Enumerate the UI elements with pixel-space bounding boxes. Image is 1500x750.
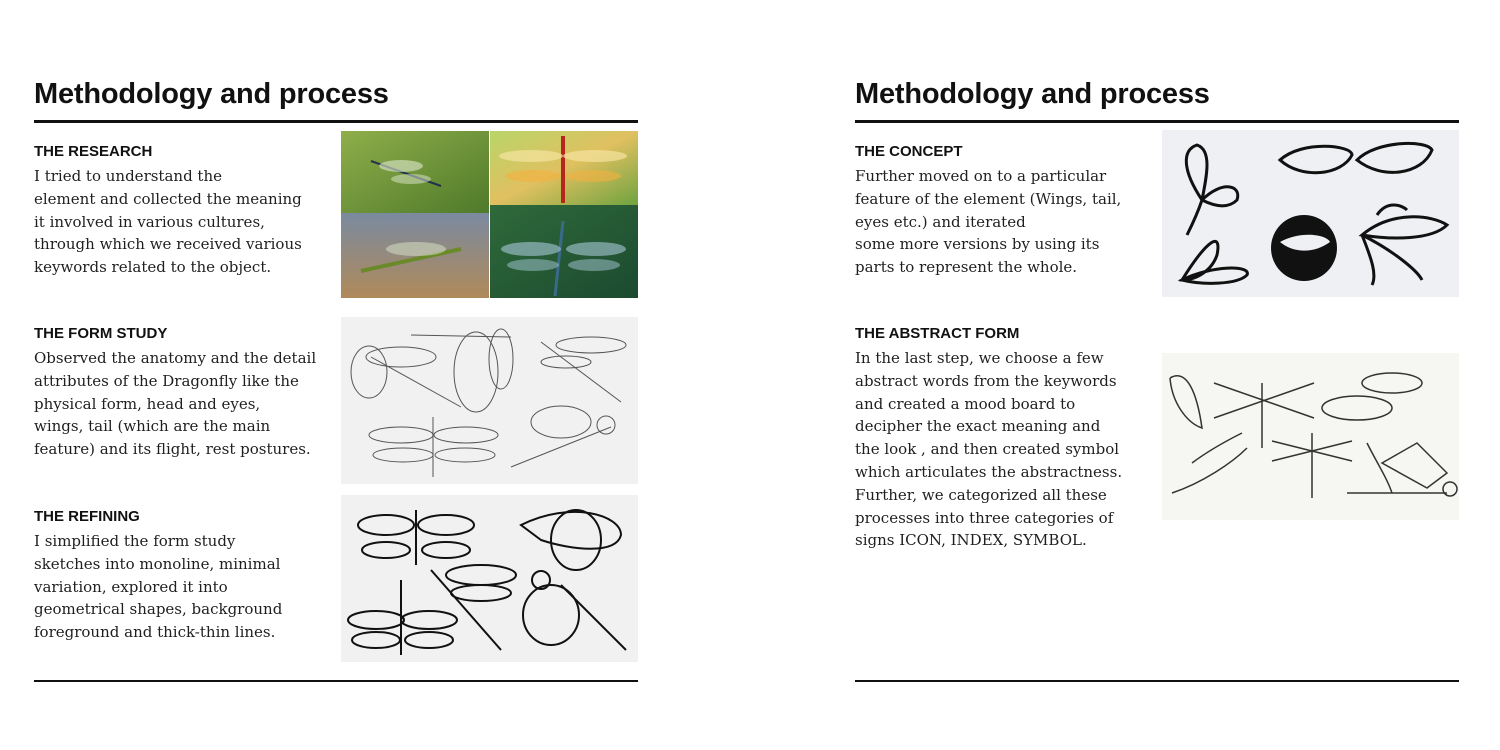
- page-title: Methodology and process: [34, 78, 389, 110]
- dragonfly-monoline-icon: [341, 495, 638, 662]
- section-research: [34, 143, 324, 279]
- left-page: [34, 0, 638, 750]
- dragonfly-wing-symbols-icon: [1162, 130, 1459, 297]
- footer-divider: [34, 680, 638, 682]
- section-heading: THE REFINING: [34, 508, 140, 525]
- section-body: I tried to understand the element and collected the meaning it involved in various cultures, through which we received various keywords related to the object.: [34, 167, 302, 277]
- page-title: Methodology and process: [855, 78, 1210, 110]
- footer-divider: [855, 680, 1459, 682]
- right-page: [855, 0, 1459, 750]
- section-body: In the last step, we choose a few abstract words from the keywords and created a mood board to decipher the exact meaning and the look , and then created symbol which articulates the abstractness. Further, we categorized all these processes into three categories of signs ICON, INDEX, SYMBOL.: [855, 349, 1123, 550]
- form-study-sketches: [341, 317, 638, 484]
- section-body: I simplified the form study sketches into monoline, minimal variation, explored it into geometrical shapes, background foreground and thick-thin lines.: [34, 532, 283, 642]
- section-heading: THE RESEARCH: [34, 143, 153, 160]
- refining-line-drawings: [341, 495, 638, 662]
- section-heading: THE CONCEPT: [855, 143, 963, 160]
- dragonfly-pencil-sketches-icon: [341, 317, 638, 484]
- section-refining: [34, 508, 324, 644]
- section-concept: [855, 143, 1145, 279]
- section-body: Observed the anatomy and the detail attributes of the Dragonfly like the physical form, head and eyes, wings, tail (which are the main feature) and its flight, rest postures.: [34, 349, 317, 459]
- title-divider: [855, 120, 1459, 123]
- section-abstract-form: [855, 325, 1145, 552]
- research-photo-collage: [341, 131, 638, 298]
- section-body: Further moved on to a particular feature of the element (Wings, tail, eyes etc.) and iterated some more versions by using its parts to represent the whole.: [855, 167, 1122, 277]
- dragonfly-abstract-icon: [1162, 353, 1459, 520]
- title-divider: [34, 120, 638, 123]
- abstract-form-symbols: [1162, 353, 1459, 520]
- section-form-study: [34, 325, 324, 461]
- concept-symbols: [1162, 130, 1459, 297]
- section-heading: THE FORM STUDY: [34, 325, 168, 342]
- section-heading: THE ABSTRACT FORM: [855, 325, 1020, 342]
- dragonfly-photos-icon: [341, 131, 638, 298]
